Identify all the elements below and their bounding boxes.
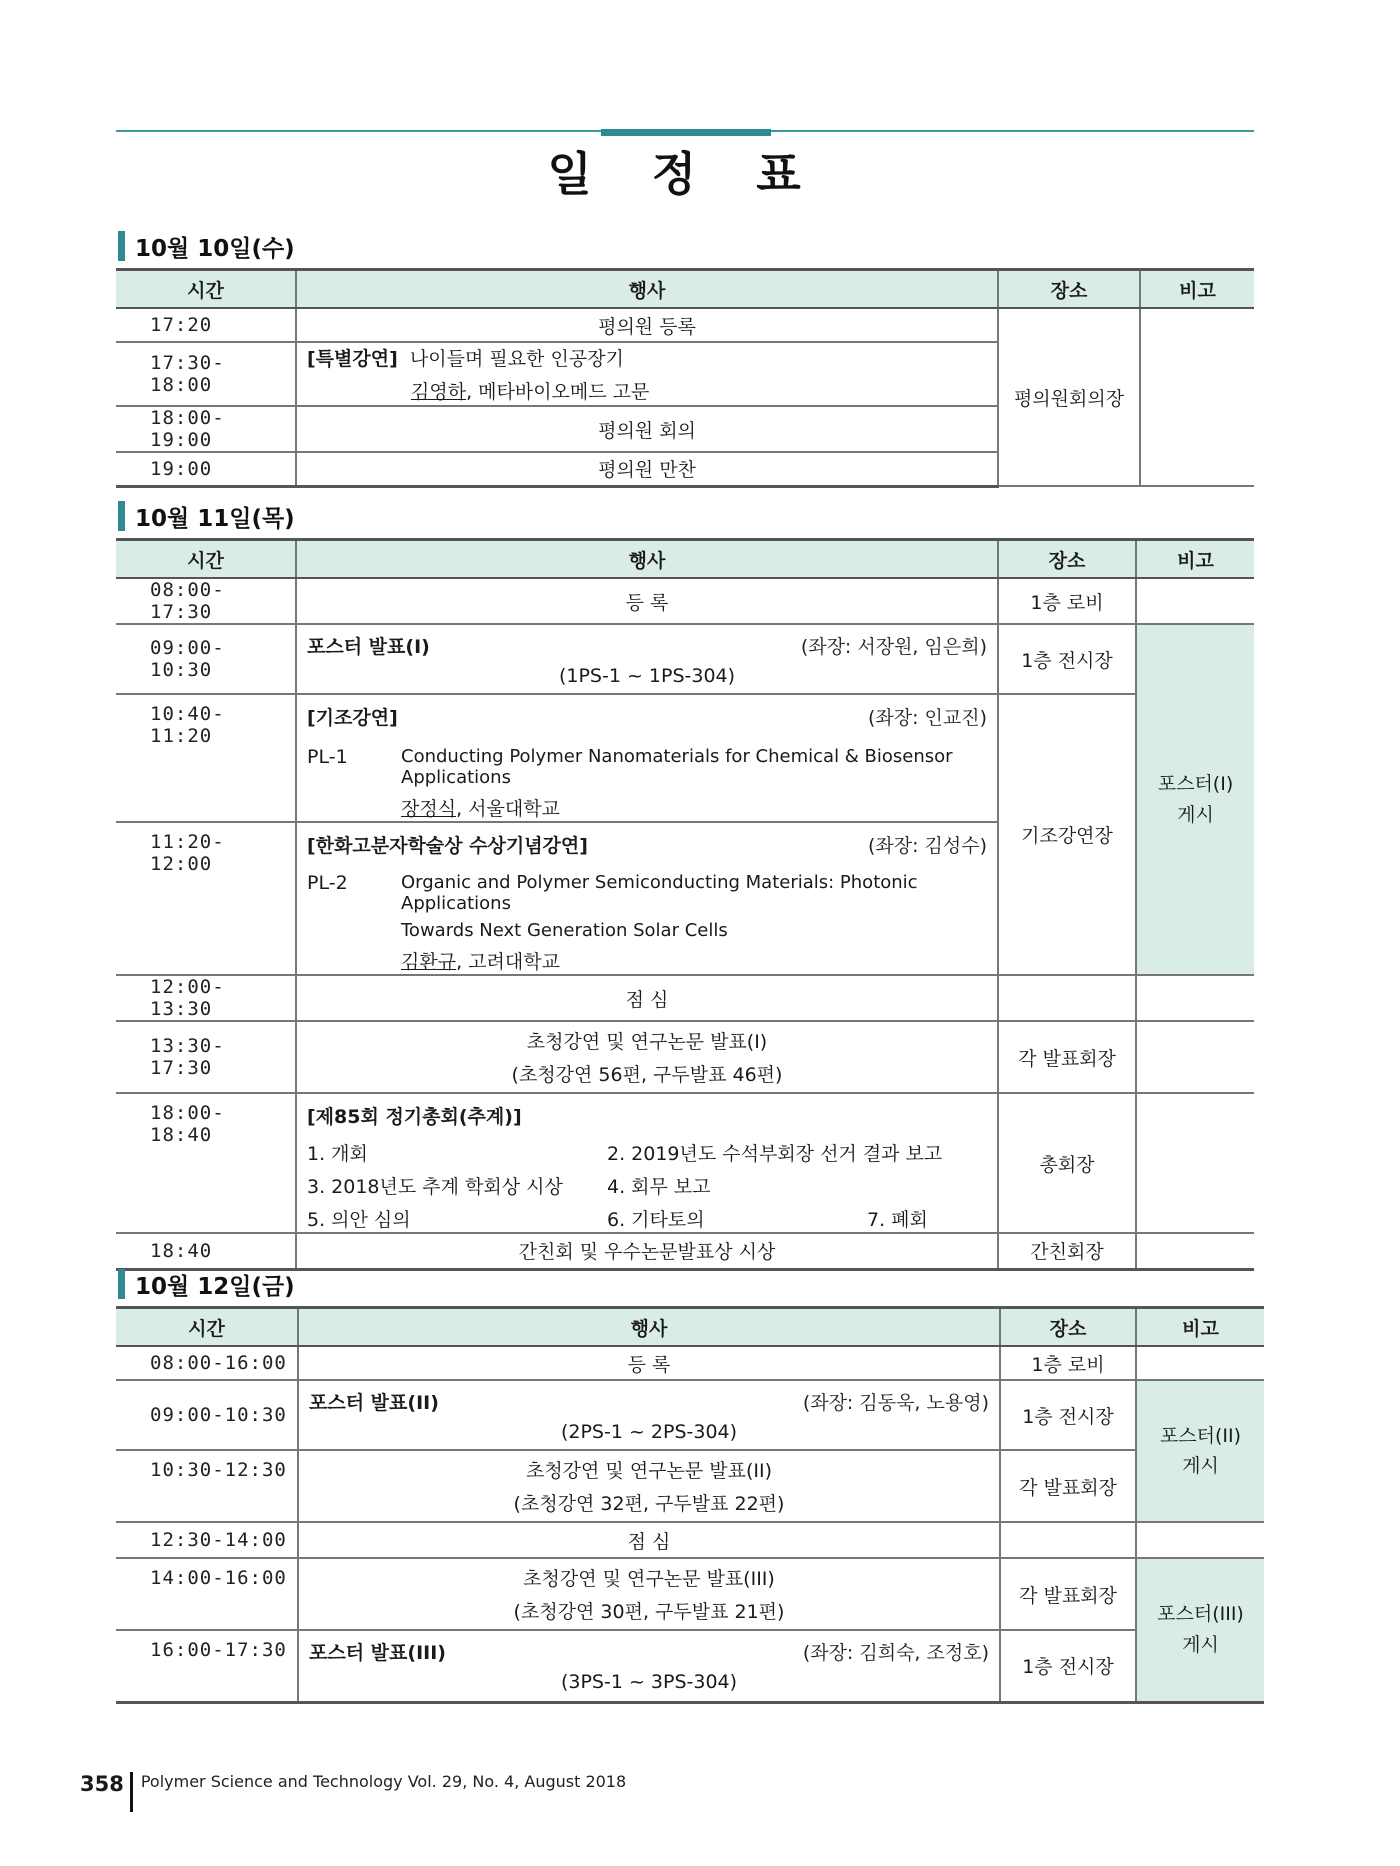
speaker-affiliation: , 고려대학교 xyxy=(456,951,560,973)
agenda-item: 7. 폐회 xyxy=(867,1209,928,1231)
header-note: 비고 xyxy=(1136,1308,1264,1347)
event-cell: 평의원 만찬 xyxy=(296,452,998,486)
table-row xyxy=(116,694,1254,822)
place-cell: 1층 전시장 xyxy=(1000,1380,1136,1450)
event-cell: 간친회 및 우수논문발표상 시상 xyxy=(296,1233,998,1269)
time-cell: 19:00 xyxy=(116,452,296,486)
place-cell xyxy=(1000,1522,1136,1558)
table-row xyxy=(116,578,1254,624)
event-cell xyxy=(298,1630,1000,1702)
time-cell: 09:00-10:30 xyxy=(116,624,296,694)
schedule-table-day3 xyxy=(116,1306,1264,1704)
session-title: [기조강연] xyxy=(307,707,398,729)
day-label: 10월 12일(금) xyxy=(135,1273,295,1300)
speaker-affiliation: , 메타바이오메드 고문 xyxy=(466,381,650,403)
day-heading-1 xyxy=(118,230,295,262)
heading-marker xyxy=(118,231,125,261)
time-cell: 10:40-11:20 xyxy=(116,694,296,822)
session-title: 포스터 발표(III) xyxy=(309,1642,446,1665)
poster-range: (3PS-1 ~ 3PS-304) xyxy=(560,1671,738,1694)
agenda-item: 2. 2019년도 수석부회장 선거 결과 보고 xyxy=(607,1143,943,1165)
event-cell xyxy=(298,1380,1000,1450)
note-cell xyxy=(1136,1093,1254,1233)
lecture-title: Organic and Polymer Semiconducting Materials: Photonic Applications xyxy=(401,872,918,914)
time-cell: 16:00-17:30 xyxy=(116,1630,298,1702)
speaker-name: 장정식 xyxy=(401,798,457,820)
session-chair: (좌장: 인교진) xyxy=(867,707,987,729)
event-title: 나이들며 필요한 인공장기 xyxy=(409,348,624,370)
note-cell: 포스터(II) 게시 xyxy=(1136,1380,1264,1522)
event-cell: 등 록 xyxy=(296,578,998,624)
header-place: 장소 xyxy=(998,540,1136,579)
place-cell: 1층 로비 xyxy=(998,578,1136,624)
place-cell: 각 발표회장 xyxy=(998,1021,1136,1093)
table-row xyxy=(116,975,1254,1021)
speaker-name: 김영하 xyxy=(411,381,467,403)
event-cell xyxy=(298,1450,1000,1522)
lecture-title: Conducting Polymer Nanomaterials for Chemical & Biosensor Applications xyxy=(401,746,953,788)
header-place: 장소 xyxy=(998,270,1140,309)
place-cell xyxy=(998,975,1136,1021)
poster-range: (1PS-1 ~ 1PS-304) xyxy=(558,664,736,687)
page-number: 358 xyxy=(80,1772,124,1796)
day-label: 10월 11일(목) xyxy=(135,505,295,532)
schedule-table-day1 xyxy=(116,268,1254,488)
event-cell xyxy=(296,1021,998,1093)
speaker-affiliation: , 서울대학교 xyxy=(456,798,560,820)
place-cell: 각 발표회장 xyxy=(1000,1450,1136,1522)
note-cell: 포스터(III) 게시 xyxy=(1136,1558,1264,1702)
place-cell: 각 발표회장 xyxy=(1000,1558,1136,1630)
event-line: (초청강연 30편, 구두발표 21편) xyxy=(513,1601,785,1623)
event-cell xyxy=(296,624,998,694)
event-cell xyxy=(296,822,998,975)
table-row xyxy=(116,1093,1254,1233)
time-cell: 11:20-12:00 xyxy=(116,822,296,975)
session-chair: (좌장: 김동욱, 노용영) xyxy=(802,1391,989,1414)
note-cell xyxy=(1140,308,1254,486)
table-row xyxy=(116,1021,1254,1093)
header-event: 행사 xyxy=(298,1308,1000,1347)
note-cell xyxy=(1136,975,1254,1021)
header-note: 비고 xyxy=(1140,270,1254,309)
time-cell: 08:00-16:00 xyxy=(116,1346,298,1380)
agenda-item: 1. 개회 xyxy=(307,1143,368,1165)
day-heading-2 xyxy=(118,500,295,532)
agenda-item: 5. 의안 심의 xyxy=(307,1209,411,1231)
agenda-item: 3. 2018년도 추계 학회상 시상 xyxy=(307,1176,563,1198)
time-cell: 10:30-12:30 xyxy=(116,1450,298,1522)
note-cell: 포스터(I) 게시 xyxy=(1136,624,1254,975)
time-cell: 12:30-14:00 xyxy=(116,1522,298,1558)
lecture-title-cont: Towards Next Generation Solar Cells xyxy=(401,920,728,941)
place-cell: 총회장 xyxy=(998,1093,1136,1233)
agenda-item: 4. 회무 보고 xyxy=(607,1176,711,1198)
table-row xyxy=(116,1558,1264,1630)
time-cell: 08:00-17:30 xyxy=(116,578,296,624)
agenda-list xyxy=(307,1139,987,1232)
event-cell: 등 록 xyxy=(298,1346,1000,1380)
place-cell: 간친회장 xyxy=(998,1233,1136,1269)
event-line: 초청강연 및 연구논문 발표(II) xyxy=(525,1460,773,1482)
note-cell xyxy=(1136,1021,1254,1093)
time-cell: 09:00-10:30 xyxy=(116,1380,298,1450)
speaker-name: 김환규 xyxy=(401,951,457,973)
header-note: 비고 xyxy=(1136,540,1254,579)
table-row xyxy=(116,1380,1264,1450)
table-row xyxy=(116,1450,1264,1522)
schedule-table-day2 xyxy=(116,538,1254,1271)
note-cell xyxy=(1136,1233,1254,1269)
time-cell: 18:00-18:40 xyxy=(116,1093,296,1233)
place-cell: 1층 로비 xyxy=(1000,1346,1136,1380)
header-event: 행사 xyxy=(296,270,998,309)
event-line: (초청강연 56편, 구두발표 46편) xyxy=(511,1064,783,1086)
header-time: 시간 xyxy=(116,540,296,579)
header-time: 시간 xyxy=(116,270,296,309)
heading-marker xyxy=(118,1269,125,1299)
session-chair: (좌장: 서장원, 임은희) xyxy=(800,635,987,658)
agenda-item: 6. 기타토의 xyxy=(607,1209,705,1231)
page-footer xyxy=(80,1772,626,1812)
note-cell xyxy=(1136,1346,1264,1380)
session-title: 포스터 발표(I) xyxy=(307,635,430,658)
header-accent-bar xyxy=(601,129,771,136)
time-cell: 13:30-17:30 xyxy=(116,1021,296,1093)
event-line: 초청강연 및 연구논문 발표(III) xyxy=(523,1568,775,1590)
place-cell: 평의원회의장 xyxy=(998,308,1140,486)
journal-citation: Polymer Science and Technology Vol. 29, No. 4, August 2018 xyxy=(140,1772,627,1791)
time-cell: 18:00-19:00 xyxy=(116,406,296,452)
note-cell xyxy=(1136,1522,1264,1558)
event-cell xyxy=(298,1558,1000,1630)
session-title: [한화고분자학술상 수상기념강연] xyxy=(307,835,588,857)
time-cell: 12:00-13:30 xyxy=(116,975,296,1021)
table-row xyxy=(116,1233,1254,1269)
session-title: [제85회 정기총회(추계)] xyxy=(307,1106,522,1128)
table-row xyxy=(116,308,1254,342)
header-time: 시간 xyxy=(116,1308,298,1347)
event-cell: 점 심 xyxy=(298,1522,1000,1558)
event-cell: 점 심 xyxy=(296,975,998,1021)
session-chair: (좌장: 김성수) xyxy=(867,835,987,857)
place-cell: 기조강연장 xyxy=(998,694,1136,975)
event-cell xyxy=(296,342,998,406)
agenda-item xyxy=(867,1172,987,1199)
day-label: 10월 10일(수) xyxy=(135,235,295,262)
time-cell: 17:20 xyxy=(116,308,296,342)
heading-marker xyxy=(118,501,125,531)
time-cell: 14:00-16:00 xyxy=(116,1558,298,1630)
header-place: 장소 xyxy=(1000,1308,1136,1347)
time-cell: 17:30-18:00 xyxy=(116,342,296,406)
page-title: 일 정 표 xyxy=(547,147,823,201)
event-cell: 평의원 등록 xyxy=(296,308,998,342)
event-cell xyxy=(296,1093,998,1233)
table-row xyxy=(116,1522,1264,1558)
place-cell: 1층 전시장 xyxy=(1000,1630,1136,1702)
poster-range: (2PS-1 ~ 2PS-304) xyxy=(560,1420,738,1443)
header-event: 행사 xyxy=(296,540,998,579)
table-row xyxy=(116,1346,1264,1380)
footer-divider xyxy=(130,1772,133,1812)
lecture-code: PL-2 xyxy=(307,872,348,894)
event-tag: [특별강연] xyxy=(307,348,398,370)
note-cell xyxy=(1136,578,1254,624)
day-heading-3 xyxy=(118,1268,295,1300)
agenda-item xyxy=(867,1139,987,1166)
session-chair: (좌장: 김희숙, 조정호) xyxy=(802,1642,989,1665)
table-row xyxy=(116,624,1254,694)
session-title: 포스터 발표(II) xyxy=(309,1391,439,1414)
event-cell: 평의원 회의 xyxy=(296,406,998,452)
place-cell: 1층 전시장 xyxy=(998,624,1136,694)
event-line: 초청강연 및 연구논문 발표(I) xyxy=(526,1031,768,1053)
lecture-code: PL-1 xyxy=(307,746,348,768)
event-line: (초청강연 32편, 구두발표 22편) xyxy=(513,1493,785,1515)
event-cell xyxy=(296,694,998,822)
table-row xyxy=(116,1630,1264,1702)
time-cell: 18:40 xyxy=(116,1233,296,1269)
